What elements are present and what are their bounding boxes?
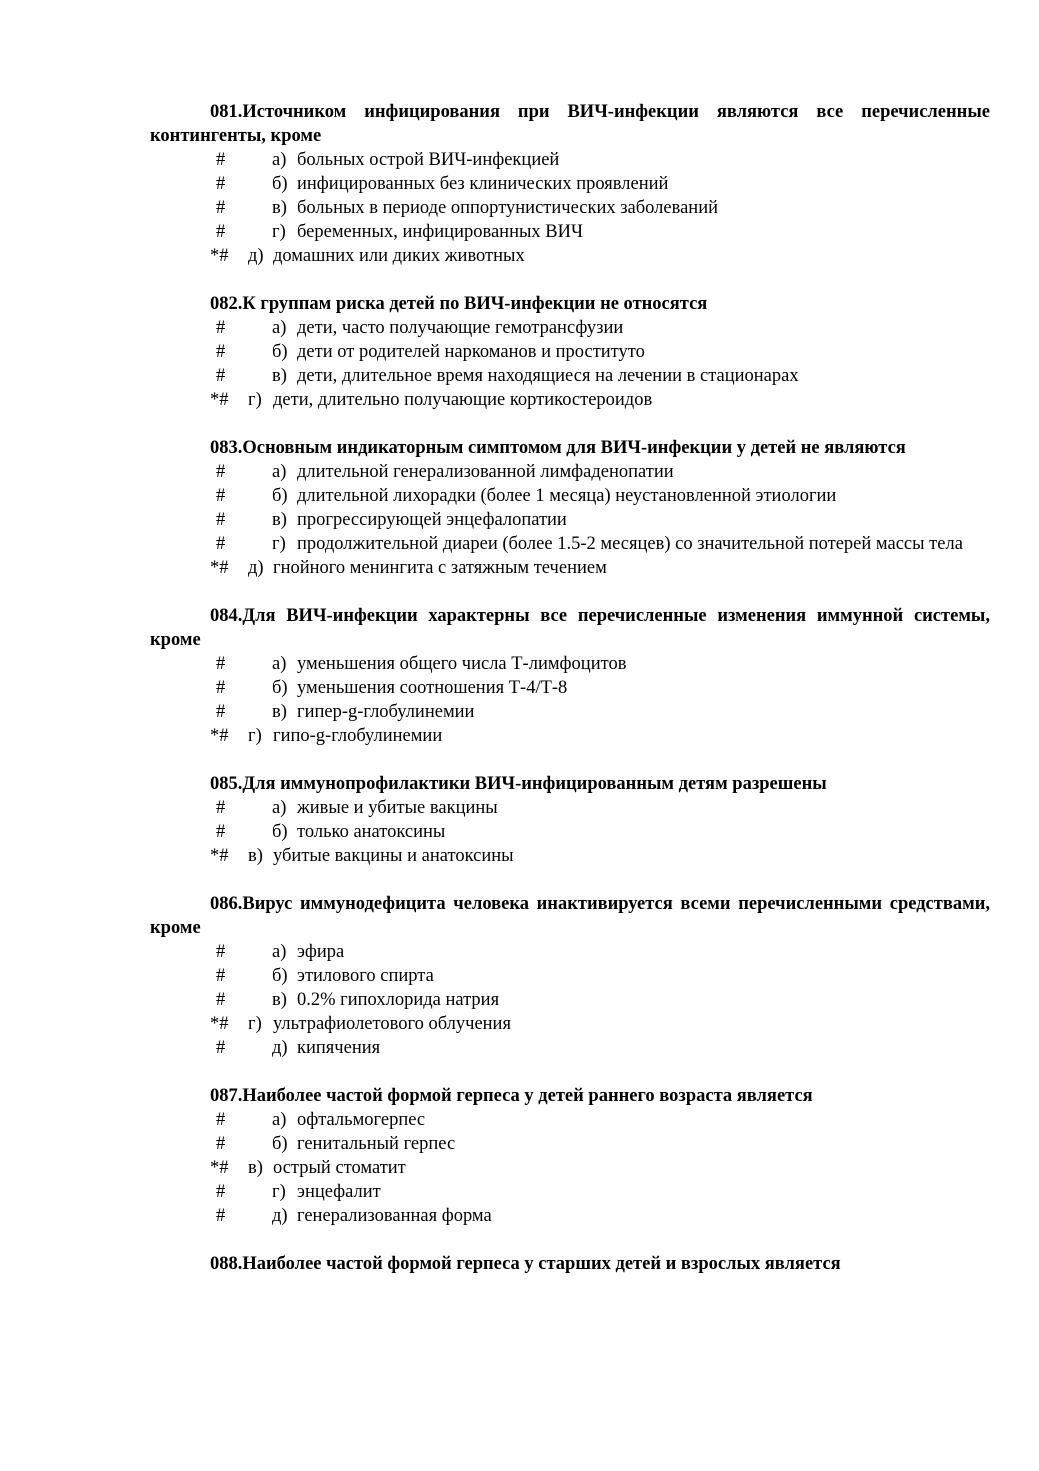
answer-option: [150, 940, 990, 964]
option-text: острый стоматит: [273, 1158, 406, 1178]
option-marker: #: [216, 822, 226, 842]
answer-option: [150, 532, 990, 556]
option-marker: #: [216, 1182, 226, 1202]
option-letter: б): [272, 966, 288, 986]
question-stem: 081.Источником инфицирования при ВИЧ-инфекции являются все перечисленные контингенты, кроме: [150, 102, 990, 146]
option-marker: #: [216, 318, 226, 338]
answer-option-correct: [150, 724, 990, 748]
option-text: кипячения: [297, 1038, 381, 1058]
question-stem: 086.Вирус иммунодефицита человека инактивируется всеми перечисленными средствами, кроме: [150, 894, 990, 938]
option-marker: *#: [210, 846, 229, 866]
answer-option: [150, 316, 990, 340]
option-letter: а): [272, 942, 287, 962]
answer-option: [150, 196, 990, 220]
option-text: гипо-g-глобулинемии: [273, 726, 443, 746]
question-stem: 088.Наиболее частой формой герпеса у старших детей и взрослых является: [210, 1254, 841, 1274]
answer-option: [150, 1204, 990, 1228]
option-letter: в): [272, 990, 287, 1010]
option-letter: д): [272, 1038, 288, 1058]
option-text: уменьшения общего числа Т-лимфоцитов: [297, 654, 627, 674]
answer-option: [150, 988, 990, 1012]
question-stem: 084.Для ВИЧ-инфекции характерны все перечисленные изменения иммунной системы, кроме: [150, 606, 990, 650]
option-letter: в): [248, 846, 263, 866]
option-text: генерализованная форма: [297, 1206, 492, 1226]
option-text: дети, часто получающие гемотрансфузии: [297, 318, 624, 338]
question-block: [150, 100, 990, 268]
option-letter: а): [272, 798, 287, 818]
question-block: [150, 436, 990, 580]
option-marker: #: [216, 366, 226, 386]
option-marker: #: [216, 486, 226, 506]
answer-option: [150, 1108, 990, 1132]
option-letter: а): [272, 1110, 287, 1130]
option-text: живые и убитые вакцины: [297, 798, 498, 818]
question-block: [150, 892, 990, 1060]
option-text: дети от родителей наркоманов и проституто: [297, 342, 645, 362]
option-text: гипер-g-глобулинемии: [297, 702, 475, 722]
option-letter: г): [248, 726, 262, 746]
option-marker: *#: [210, 390, 229, 410]
answer-option: [150, 796, 990, 820]
question-stem: 087.Наиболее частой формой герпеса у детей раннего возраста является: [210, 1086, 813, 1106]
answer-option: [150, 172, 990, 196]
option-marker: #: [216, 462, 226, 482]
option-letter: г): [248, 1014, 262, 1034]
option-marker: #: [216, 1206, 226, 1226]
answer-option: [150, 484, 990, 508]
option-letter: а): [272, 654, 287, 674]
option-text: эфира: [297, 942, 345, 962]
option-letter: а): [272, 462, 287, 482]
answer-option: [150, 1180, 990, 1204]
option-letter: г): [272, 534, 286, 554]
option-letter: а): [272, 150, 287, 170]
option-text: убитые вакцины и анатоксины: [273, 846, 514, 866]
option-marker: *#: [210, 1158, 229, 1178]
option-letter: б): [272, 342, 288, 362]
option-marker: #: [216, 198, 226, 218]
option-text: этилового спирта: [297, 966, 434, 986]
question-block: [150, 1252, 990, 1276]
question-stem: 082.К группам риска детей по ВИЧ-инфекции не относятся: [210, 294, 708, 314]
answer-option: [150, 676, 990, 700]
option-marker: #: [216, 174, 226, 194]
option-letter: б): [272, 174, 288, 194]
option-letter: в): [272, 366, 287, 386]
option-marker: #: [216, 1038, 226, 1058]
option-marker: #: [216, 510, 226, 530]
option-letter: в): [272, 702, 287, 722]
option-marker: #: [216, 942, 226, 962]
answer-option-correct: [150, 388, 990, 412]
option-letter: д): [248, 558, 264, 578]
option-letter: б): [272, 486, 288, 506]
option-text: больных в периоде оппортунистических заболеваний: [297, 198, 719, 218]
answer-option-correct: [150, 844, 990, 868]
option-marker: *#: [210, 246, 229, 266]
answer-option: [150, 460, 990, 484]
option-text: энцефалит: [297, 1182, 381, 1202]
option-marker: #: [216, 1134, 226, 1154]
option-marker: #: [216, 798, 226, 818]
option-marker: #: [216, 702, 226, 722]
question-block: [150, 604, 990, 748]
answer-option: [150, 652, 990, 676]
option-marker: #: [216, 654, 226, 674]
option-text: дети, длительно получающие кортикостероидов: [273, 390, 653, 410]
option-letter: а): [272, 318, 287, 338]
option-letter: в): [248, 1158, 263, 1178]
option-letter: г): [272, 222, 286, 242]
option-marker: #: [216, 222, 226, 242]
question-stem: 085.Для иммунопрофилактики ВИЧ-инфицированным детям разрешены: [210, 774, 827, 794]
answer-option: [150, 1036, 990, 1060]
option-text: продолжительной диареи (более 1.5-2 месяцев) со значительной потерей массы тела: [297, 534, 963, 554]
option-text: домашних или диких животных: [273, 246, 525, 266]
option-letter: б): [272, 678, 288, 698]
option-text: гнойного менингита с затяжным течением: [273, 558, 607, 578]
option-marker: *#: [210, 558, 229, 578]
option-letter: г): [248, 390, 262, 410]
option-text: дети, длительное время находящиеся на лечении в стационарах: [297, 366, 799, 386]
answer-option: [150, 220, 990, 244]
option-text: только анатоксины: [297, 822, 446, 842]
question-block: [150, 1084, 990, 1228]
option-text: длительной генерализованной лимфаденопатии: [297, 462, 674, 482]
option-marker: #: [216, 966, 226, 986]
answer-option: [150, 700, 990, 724]
option-text: беременных, инфицированных ВИЧ: [297, 222, 584, 242]
answer-option: [150, 1132, 990, 1156]
option-letter: б): [272, 822, 288, 842]
option-marker: *#: [210, 1014, 229, 1034]
option-letter: в): [272, 198, 287, 218]
option-text: 0.2% гипохлорида натрия: [297, 990, 500, 1010]
answer-option-correct: [150, 1012, 990, 1036]
option-letter: б): [272, 1134, 288, 1154]
answer-option-correct: [150, 1156, 990, 1180]
document-page: [150, 100, 990, 1300]
answer-option: [150, 508, 990, 532]
option-letter: д): [272, 1206, 288, 1226]
option-letter: д): [248, 246, 264, 266]
question-block: [150, 772, 990, 868]
option-text: длительной лихорадки (более 1 месяца) неустановленной этиологии: [297, 486, 837, 506]
option-text: прогрессирующей энцефалопатии: [297, 510, 567, 530]
answer-option: [150, 964, 990, 988]
option-marker: *#: [210, 726, 229, 746]
answer-option-correct: [150, 556, 990, 580]
option-marker: #: [216, 150, 226, 170]
option-text: больных острой ВИЧ-инфекцией: [297, 150, 560, 170]
option-text: генитальный герпес: [297, 1134, 456, 1154]
answer-option: [150, 148, 990, 172]
answer-option-correct: [150, 244, 990, 268]
option-marker: #: [216, 678, 226, 698]
question-stem: 083.Основным индикаторным симптомом для ВИЧ-инфекции у детей не являются: [210, 438, 906, 458]
question-block: [150, 292, 990, 412]
option-text: инфицированных без клинических проявлений: [297, 174, 669, 194]
option-text: офтальмогерпес: [297, 1110, 426, 1130]
answer-option: [150, 364, 990, 388]
option-marker: #: [216, 990, 226, 1010]
option-letter: г): [272, 1182, 286, 1202]
option-marker: #: [216, 534, 226, 554]
answer-option: [150, 820, 990, 844]
answer-option: [150, 340, 990, 364]
option-marker: #: [216, 1110, 226, 1130]
option-text: уменьшения соотношения Т-4/Т-8: [297, 678, 568, 698]
option-marker: #: [216, 342, 226, 362]
option-letter: в): [272, 510, 287, 530]
option-text: ультрафиолетового облучения: [273, 1014, 511, 1034]
